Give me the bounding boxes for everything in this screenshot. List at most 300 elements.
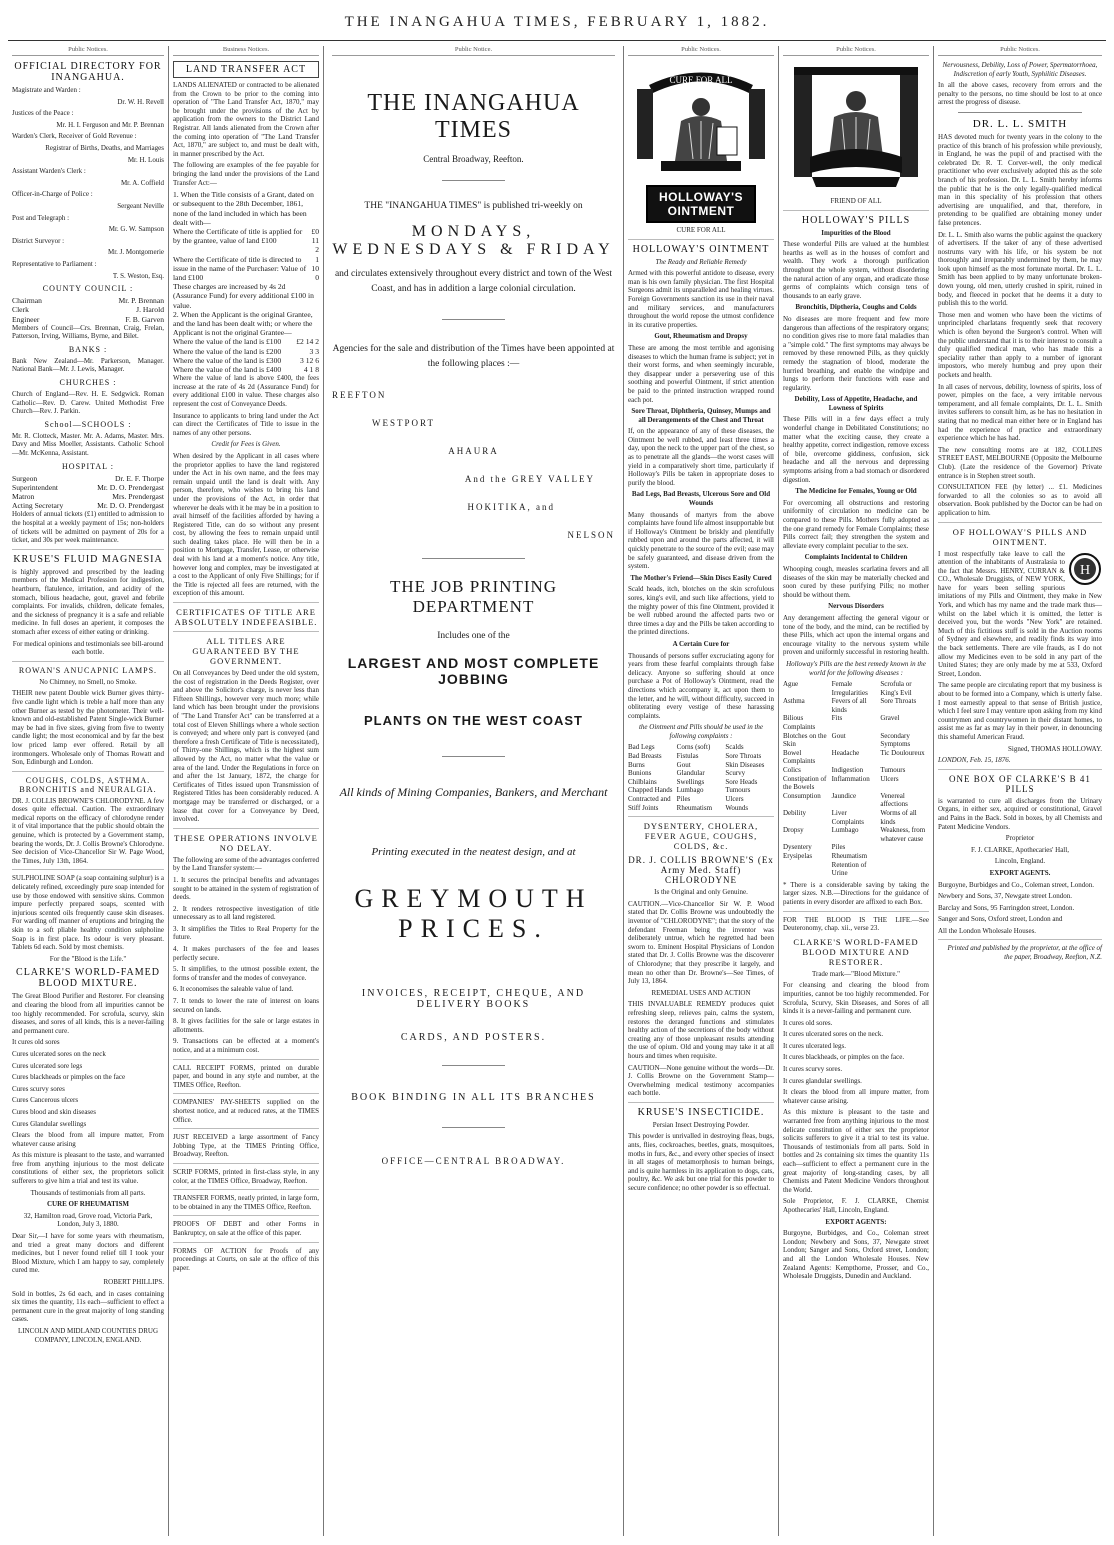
- hospital-row-value: Mrs. Prendergast: [112, 492, 164, 502]
- credit-heading: Credit for Fees is Given.: [211, 440, 281, 449]
- ops-item: 5. It simplifies, to the utmost possible extent, the forms of transfer and the modes of conveyance.: [173, 965, 319, 982]
- hospital-heading: HOSPITAL :: [62, 461, 114, 471]
- dr-smith-fee: CONSULTATION FEE (by letter) ... £1. Medicines forwarded to all the colonies so as to avoid all observation. Book published by the Doctor can be had on application to him.: [938, 483, 1102, 517]
- disease-item: Indigestion: [831, 766, 864, 775]
- dr-smith-text-2: Dr. L. L. Smith also warns the public against the quackery of advertisers. If the taker of any of these advertised nostrums vary with his life, or his system be not thoroughly and irreparably undermined by them, he may look upon himself as the most fortunate mortal. Dr. L. L. Smith has been applied to by many unfortunate broken-down young, old men, utterly crushed in spirit, ruined in body, and fleeced in pocket that he deems it a duty to publish this to the world.: [938, 230, 1102, 308]
- kruse-text: is highly approved and prescribed by the leading members of the Medical Profession for indigestion, heartburn, flatulence, irritation, and acidity of the stomach, bilious headache, gout, gravel and febrile complaints. For invalids, children, delicate females, and the sickness of pregnancy it is a safe and reliable medicine. In full doses an aperient, it composes the stomach after excess of either eating or drinking.: [12, 567, 164, 636]
- caution2-text: CAUTION—None genuine without the words—Dr. J. Collis Browne on the Government Stamp—Overwhelming medical testimony accompanies each bottle.: [628, 1063, 774, 1098]
- export-heading: EXPORT AGENTS:: [825, 1217, 887, 1226]
- guar-text: On all Conveyances by Deed under the old system, the cost of registration in the Deeds Register, over and above the Solicitor's charge, is never less than Fifteen Shillings, however very much more; while land which has been brought under the provisions of "The Land Transfer Act" can be transferred at a total cost of Eleven Shillings where a whole section is conveyed; and where only part is conveyed (and therefore a fresh Certificate of Title is necessitated), of Thirty-one Shillings, which is the highest sum allowed by the Act, no matter what the value or area of the land. Under the Regulations in force on and after the 1st January, 1872, the charge for Certificates of Titles issued upon Transmission of Registered Titles has been considerably reduced. A mortgage may be transferred or discharged, or a lease that cover for a Conveyance by Deed, involved.: [173, 669, 319, 824]
- cure-item: It cures ulcerated sores on the neck.: [783, 1030, 884, 1039]
- fee-row-value: 3 3: [309, 346, 319, 356]
- fee-row: [173, 365, 319, 374]
- divider: [442, 1065, 505, 1066]
- banks-text: Bank New Zealand—Mr. Parkerson, Manager. National Bank—Mr. J. Lewis, Manager.: [12, 356, 164, 374]
- box-heading: ONE BOX OF CLARKE'S B 41 PILLS: [949, 773, 1091, 794]
- complaints-grid: [628, 743, 774, 812]
- column-heading: Public Notices.: [938, 46, 1102, 56]
- ops-item: 6. It economises the saleable value of land.: [173, 985, 294, 994]
- council-row: [12, 296, 164, 305]
- complaint-item: Stiff Joints: [628, 803, 659, 812]
- council-row: [12, 305, 164, 314]
- holloway-banner: HOLLOWAY'S OINTMENT: [646, 185, 756, 223]
- pills-text: These wonderful Pills are valued at the humblest hearths as well as in the houses of comfort and wealth. They work a thorough purification throughout the whole system, without disordering the natural action of any organ, and eradicate those germs of complaints which consign tens of thousands to an early grave.: [783, 240, 929, 300]
- agent-item: All the London Wholesale Houses.: [938, 926, 1037, 935]
- friend-caption: FRIEND OF ALL: [830, 197, 882, 205]
- place-grey-valley: And the GREY VALLEY: [464, 474, 595, 484]
- complaint-item: Skin Diseases: [725, 760, 765, 769]
- divider: [173, 1215, 319, 1216]
- fee-row-label: Where the Certificate of title is applied for by the grantee, value of land £100: [173, 226, 303, 246]
- banks-heading: BANKS :: [68, 344, 108, 354]
- directory-entry: [12, 109, 164, 129]
- job-printing-heading: THE JOB PRINTING DEPARTMENT: [389, 577, 558, 616]
- kruse-insecticide-heading: KRUSE'S INSECTICIDE.: [637, 1106, 765, 1118]
- cure-item: It cures ulcerated legs.: [783, 1041, 846, 1050]
- directory-holder: Mr. H. Louis: [127, 155, 164, 164]
- directory-title: OFFICIAL DIRECTORY FOR INANGAHUA.: [14, 61, 162, 83]
- disease-item: Worms of all kinds: [880, 809, 917, 826]
- disease-item: Tumours: [880, 766, 906, 775]
- disease-item: Secondary Symptoms: [880, 731, 911, 749]
- council-row-label: Clerk: [12, 305, 29, 315]
- complaint-item: Bad Breasts: [628, 752, 662, 761]
- cures-list: [12, 1038, 164, 1148]
- column-heading: Public Notices.: [12, 46, 164, 56]
- disease-item: [880, 861, 929, 878]
- complaint-item: Burns: [628, 760, 645, 769]
- dr-smith-text-3: Those men and women who have been the victims of unprincipled charlatans frequently seek that recovery which is often beyond the Surgeon's control. When will the public understand that it is to their interest to consult a duly qualified medical man, who has made this a speciality rather than apply to a number of ignorant impostors, who merely humbug and prey upon their pockets and health.: [938, 310, 1102, 379]
- place-nelson: NELSON: [567, 530, 615, 540]
- disease-item: Piles: [831, 843, 846, 852]
- publication-days: MONDAYS, WEDNESDAYS & FRIDAY: [332, 223, 615, 258]
- proofs-ad: PROOFS OF DEBT and other Forms in Bankruptcy, on sale at the office of this paper.: [173, 1220, 319, 1237]
- complaint-item: Lumbago: [676, 786, 704, 795]
- directory-office: Justices of the Peace :: [12, 109, 74, 118]
- divider: [628, 816, 774, 817]
- rowans-heading: ROWAN'S ANUCAPNIC LAMPS.: [18, 665, 158, 675]
- divider: [422, 558, 525, 559]
- directory-office: Officer-in-Charge of Police :: [12, 190, 93, 199]
- disease-item: [880, 852, 929, 861]
- rowans-text: THEIR new patent Double wick Burner gives thirty-five candle light which is treble a half more than any other Burner as tested by the photometer. Their well-known and old-established Patent Single-wick Burner may be had in five sizes, giving from five to twenty candle light; the most economical and by far the best low priced lamp ever offered. Retail by all ironmongers. Wholesale only of Thomas Rowatt and Son, Edinburgh and London.: [12, 689, 164, 767]
- complaint-item: Scalds: [725, 743, 744, 752]
- hospital-row-label: Surgeon: [12, 473, 38, 483]
- fees-note: Where the value of land is above £400, the fees increase at the rate of 4s 2d (Assurance Fund) for every additional £100 in value. These charges also represent the cost of Conveyance Deeds.: [173, 374, 319, 408]
- infant-heading: Complaints Incidental to Children: [804, 553, 908, 562]
- column-1: [8, 46, 168, 1536]
- largest-text: LARGEST AND MOST COMPLETE JOBBING: [347, 655, 600, 687]
- sulpholine-text: SULPHOLINE SOAP (a soap containing sulphur) is a delicately refined, exceedingly pure soap intended for use by those endowed with sensitive skins. Common impure perfectly prepared soaps, scented with injurious scented oils frequently cause skin diseases. For warding off manner of eruptions and bringing the skin to a soft pliable healthy condition sulpholine Soap is in first place. Its odour is very pleasant. Tablets 6d each. Sold by most chemists.: [12, 874, 164, 952]
- directory-entry: [12, 237, 164, 257]
- divider: [12, 549, 164, 550]
- cure-item: Cures ulcerated sore legs: [12, 1061, 83, 1070]
- legs-heading: Bad Legs, Bad Breasts, Ulcerous Sore and Old Wounds: [631, 490, 771, 508]
- land-transfer-heading: LAND TRANSFER ACT: [185, 64, 307, 75]
- divider: [173, 828, 319, 829]
- box-place: Lincoln, England.: [994, 857, 1046, 866]
- ops-item: 7. It tends to lower the rate of interest on loans secured on lands.: [173, 997, 319, 1014]
- council-row-value: J. Harold: [136, 305, 164, 315]
- scrip-ad: SCRIP FORMS, printed in first-class style, in any color, at the TIMES Office, Broadway, Reefton.: [173, 1167, 319, 1185]
- complaint-item: Fistulas: [676, 752, 699, 761]
- list-heading: the Ointment and Pills should be used in the following complaints :: [638, 723, 764, 740]
- disease-item: Ague: [783, 680, 799, 689]
- place-reefton: REEFTON: [332, 390, 387, 400]
- council-row: [12, 315, 164, 324]
- ointment-heading: HOLLOWAY'S OINTMENT: [632, 243, 770, 255]
- guar-heading: ALL TITLES ARE GUARANTEED BY THE GOVERNMENT.: [192, 636, 300, 667]
- hospital-row-value: Mr. D. O. Prendergast: [97, 482, 164, 492]
- binding-text: BOOK BINDING IN ALL ITS BRANCHES: [351, 1092, 596, 1103]
- cert-heading: CERTIFICATES OF TITLE ARE ABSOLUTELY INDEFEASIBLE.: [174, 607, 318, 628]
- ops-item: 2. It renders retrospective investigation of title unnecessary as to all land registered.: [173, 904, 319, 922]
- divider: [938, 769, 1102, 770]
- females-heading: The Medicine for Females, Young or Old: [795, 487, 917, 496]
- disease-item: Lumbago: [831, 826, 859, 835]
- cure-item: Cures ulcerated sores on the neck: [12, 1049, 106, 1058]
- pills-heading: HOLLOWAY'S PILLS: [801, 214, 911, 226]
- nervous-heading: Nervous Disorders: [828, 602, 884, 611]
- directory-office: District Surveyor :: [12, 236, 65, 245]
- infant-text: Whooping cough, measles scarlatina fevers and all diseases of the skin may be materially checked and soon cured by these purifying Pills; no mother should be without them.: [783, 564, 929, 599]
- divider: [442, 756, 505, 757]
- kruse-foot: For medical opinions and testimonials see bill-around each bottle.: [12, 639, 164, 657]
- cure-item: Clears the blood from all impure matter, From whatever cause arising: [12, 1131, 164, 1148]
- column-heading: Public Notice.: [332, 46, 615, 56]
- disease-item: Bowel Complaints: [783, 748, 816, 766]
- divider: [173, 1189, 319, 1190]
- fee-row: [173, 282, 319, 310]
- cure-all-text: CURE FOR ALL: [676, 226, 726, 234]
- column-heading: Public Notices.: [628, 46, 774, 56]
- directory-list: [12, 86, 164, 280]
- agencies-text: Agencies for the sale and distribution of the Times have been appointed at the following places :—: [332, 344, 615, 369]
- includes-text: Includes one of the: [437, 631, 510, 641]
- hospital-note: Holders of annual tickets (£1) entitled to admission to the hospital at a weekly payment of 15s; non-holders of tickets will be admitted on payment of 20s for a ticket, and 30s per week maintenance.: [12, 510, 164, 545]
- masthead: THE INANGAHUA TIMES, FEBRUARY 1, 1882.: [344, 14, 770, 30]
- directory-holder: Dr. W. H. Revell: [117, 97, 164, 106]
- column-heading: Business Notices.: [173, 46, 319, 56]
- disease-item: [783, 861, 832, 878]
- hospital-row-label: Superintendent: [12, 482, 58, 492]
- land-text: LANDS ALIENATED or contracted to be alienated from the Crown to be prior to the coming into operation of "The Land Transfer Act, 1870," may be brought under the provisions of the Act by application from the owners to the District Land Registrar. All lands alienated from the Crown after the coming into operation of "The Land Transfer Act, 1870," are subject to, and must be dealt with, in manner prescribed by the Act.: [173, 81, 319, 158]
- directory-entry: [12, 132, 164, 152]
- complaint-item: Wounds: [725, 803, 749, 812]
- holloway-pills-emblem-icon: [786, 61, 926, 193]
- box-text: is warranted to cure all discharges from the Urinary Organs, in either sex, acquired or constitutional, Gravel and Pains in the Back. Sold in boxes, by all Chemists and Patent Medicine Vendors.: [938, 796, 1102, 831]
- office-text: OFFICE—CENTRAL BROADWAY.: [381, 1156, 566, 1166]
- fee-row-label: Where the value of the land is £400: [173, 364, 282, 374]
- hospital-row: [12, 492, 164, 501]
- kruse-insecticide-sub: Persian Insect Destroying Powder.: [652, 1120, 750, 1129]
- disease-item: Bilious Complaints: [783, 714, 816, 732]
- disease-item: Tic Douloureux: [880, 748, 925, 757]
- disease-item: Scrofula or King's Evil: [880, 680, 912, 697]
- dr-smith-address: The new consulting rooms are at 182, COLLINS STREET EAST, MELBOURNE (Opposite the Melbourne Club). (Late the residence of the Governor) Private entrance is in Stephen street south.: [938, 445, 1102, 480]
- bronchitis-heading: Bronchitis, Diptheria, Coughs and Colds: [795, 303, 917, 312]
- hospital-row-label: Matron: [12, 492, 35, 502]
- emblem-top-text: CURE FOR ALL: [669, 75, 733, 85]
- complaint-item: Bad Legs: [628, 743, 655, 752]
- directory-office: Representative to Parliament :: [12, 259, 97, 268]
- dr-smith-heading: DR. L. L. SMITH: [972, 117, 1068, 130]
- fee-row-label: These charges are increased by 4s 2d (Assurance Fund) for every additional £100 in value.: [173, 282, 314, 310]
- newspaper-title: THE INANGAHUA TIMES: [367, 90, 580, 143]
- complaint-item: Scurvy: [725, 769, 746, 778]
- mother-text: Scald heads, itch, blotches on the skin scrofulous sores, king's evil, and such like affections, yield to the mighty power of this fine Ointment, provided it be well rubbed around the affected parts two or three times a day and the Pills be taken according to the printed directions.: [628, 585, 774, 637]
- hospital-row-label: Acting Secretary: [12, 501, 64, 511]
- disease-item: Venereal affections: [880, 791, 908, 809]
- disease-item: Liver Complaints: [831, 809, 864, 826]
- disease-item: Colics: [783, 766, 801, 775]
- disease-item: Gravel: [880, 714, 900, 723]
- invoices-text: INVOICES, RECEIPT, CHEQUE, AND DELIVERY BOOKS: [361, 988, 586, 1010]
- place-ahaura: AHAURA: [448, 446, 499, 456]
- divider: [783, 210, 929, 211]
- received-ad: JUST RECEIVED a large assortment of Fancy Jobbing Type, at the TIMES Printing Office, Broadway, Reefton.: [173, 1133, 319, 1159]
- complaint-item: Rheumatism: [676, 803, 713, 812]
- ops-list: [173, 876, 319, 1055]
- cure-item: Cures blackheads or pimples on the face: [12, 1073, 126, 1082]
- trade-text: For cleansing and clearing the blood from impurities, cannot be too highly recommended. For Scrofula, Scurvy, Skin Diseases, and Sores of all kinds it is a never-failing and permanent cure.: [783, 981, 929, 1016]
- holloway-caution-text: I most respectfully take leave to call the attention of the inhabitants of Australasia to the fact that Messrs. HENRY, CURRAN & CO., Wholesale Druggists, of NEW YORK, have for years been selling spurious imitations of my Pills and Ointment, they make in New York, and which has my name and the trade mark thus— whilst on the label which it is omitted, the letter is deceived you, but the words "New York" are retained. Much of this fictitious stuff is sold in the Auction rooms of Sydney and elsewhere, and readily finds its way into the back settlements. There are vile frauds, as I do not allow my Medicines even to be sold in any part of the United States; they are only made by me at 533, Oxford Street, London.: [938, 549, 1102, 678]
- cure-signature-2: LINCOLN AND MIDLAND COUNTIES DRUG COMPANY, LINCOLN, ENGLAND.: [18, 1326, 158, 1344]
- fee-row: [173, 347, 319, 356]
- hospital-row: [12, 501, 164, 510]
- fee-row-value: £0 11 2: [311, 226, 319, 255]
- directory-office: Magistrate and Warden :: [12, 86, 81, 94]
- divider: [12, 771, 164, 772]
- publication-line: THE "INANGAHUA TIMES" is published tri-weekly on: [364, 201, 583, 211]
- clarke-heading: CLARKE'S WORLD-FAMED BLOOD MIXTURE.: [16, 967, 160, 990]
- disease-item: Erysipelas: [783, 851, 813, 860]
- column-5: [779, 46, 933, 1536]
- fee-row-label: 2. When the Applicant is the original Grantee, and the land has been dealt with; or where the Applicant is not the original Grantee—: [173, 309, 313, 338]
- directory-holder: Mr. G. W. Sampson: [108, 225, 164, 234]
- holloway-caution-heading: OF HOLLOWAY'S PILLS AND OINTMENT.: [952, 526, 1088, 547]
- bronchitis-text: No diseases are more frequent and few more dangerous than affections of the respiratory organs; no condition gives rise to more fatal maladies than a "simple cold." The first symptoms may always be removed by these renowned Pills, as they quickly remedy the stagnation of blood, moderate the hurried breathing, and enable the windpipe and lungs to perform their functions with ease and regularity.: [783, 314, 929, 392]
- complaint-item: Ulcers: [725, 795, 744, 804]
- agent-item: Burgoyne, Burbidges and Co., Coleman street, London.: [938, 880, 1094, 889]
- divider: [173, 631, 319, 632]
- fee-row-label: Where the value of the land is £300: [173, 355, 282, 365]
- column-heading: Public Notices.: [783, 46, 929, 56]
- disease-item: Fevers of all kinds: [831, 697, 867, 714]
- cards-text: CARDS, AND POSTERS.: [400, 1032, 547, 1043]
- directory-holder: Registrar of Births, Deaths, and Marriages: [45, 143, 164, 152]
- cure-note: As this mixture is pleasant to the taste and warranted free from anything injurious to the most delicate constitution of either sex the proprietor solicits sufferers to give it a trial to test its value. Thousands of testimonials from all parts. Sold in bottles and 2s containing six times the quantity 11s each—sufficient to effect a permanent cure in the great majority of long-standing cases, by all Chemists and Patent Medicine Vendors throughout the World.: [783, 1108, 929, 1194]
- council-row-label: Chairman: [12, 296, 42, 306]
- cure-item: It clears the blood from all impure matter, from whatever cause arising.: [783, 1088, 929, 1105]
- directory-holder: Sergeant Neville: [117, 201, 164, 210]
- disease-item: Dropsy: [783, 826, 804, 835]
- best-heading: Holloway's Pills are the best remedy known in the world for the following diseases :: [786, 659, 926, 677]
- best-note: * There is a considerable saving by taking the larger sizes. N.B.—Directions for the guidance of patients in every disorder are affixed to each Box.: [783, 880, 929, 906]
- agent-item: Sanger and Sons, Oxford street, London and: [938, 915, 1063, 924]
- cure-item: Cures blood and skin diseases: [12, 1107, 96, 1116]
- kruse-insecticide-text: This powder is unrivalled in destroying fleas, bugs, ants, flies, cockroaches, beetles, gnats, mosquitoes, moths in furs, &c., and every other species of insect in all stages of metamorphosis to human beings, and is quite harmless in its application to dogs, cats, poultry, &c. We ask but one trial for this powder to secure confidence; no other powder is so effectual.: [628, 1132, 774, 1193]
- legs-text: Many thousands of martyrs from the above complaints have found life almost insupportable but if Holloway's Ointment be briskly and plentifully rubbed upon and around the parts affected, it will quickly penetrate to the source of the evil; ease may be safely guaranteed, and disease driven from the system.: [628, 510, 774, 571]
- disease-item: Asthma: [783, 697, 805, 706]
- complaint-item: Tumours: [725, 786, 751, 795]
- divider: [938, 522, 1102, 523]
- disease-item: Jaundice: [831, 791, 857, 800]
- mother-heading: The Mother's Friend—Skin Discs Easily Cured: [630, 573, 772, 582]
- directory-holder: Mr. J. Montgomerie: [108, 248, 164, 257]
- directory-entry: [12, 167, 164, 187]
- divider: [783, 911, 929, 912]
- disease-item: Sore Throats: [880, 697, 917, 706]
- disease-item: Constipation of the Bowels: [783, 774, 827, 792]
- newspaper-address: Central Broadway, Reefton.: [423, 154, 524, 164]
- svg-text:H: H: [1079, 562, 1091, 578]
- divider: [442, 319, 505, 320]
- hospital-row: [12, 474, 164, 483]
- fees-intro: The following are examples of the fee payable for bringing the land under the provisions of the Land Transfer Act:—: [173, 161, 319, 187]
- holloway-emblem-icon: [631, 61, 771, 181]
- dysentery-heading: DYSENTERY, CHOLERA, FEVER AGUE, COUGHS, COLDS, &c.: [643, 821, 759, 852]
- divider: [628, 1102, 774, 1103]
- circulation-text: and circulates extensively throughout every district and town of the West Coast, and has in addition a large colonial circulation.: [334, 269, 613, 294]
- complaint-item: Sore Heads: [725, 777, 758, 786]
- box-name: F. J. CLARKE, Apothecaries' Hall,: [971, 845, 1069, 854]
- council-heading: COUNTY COUNCIL :: [42, 284, 134, 294]
- schools-text: Mr. R. Clotteck, Master. Mr. A. Adams, Master. Mrs. Davy and Miss Moeller, Assistants. Catholic School—Mr. McKenna, Assistant.: [12, 431, 164, 458]
- receipt-ad: CALL RECEIPT FORMS, printed on durable paper, and bound in any style and number, at the TIMES Office, Reefton.: [173, 1063, 319, 1089]
- place-hokitika: HOKITIKA, and: [467, 502, 555, 512]
- complaint-item: Glandular: [676, 769, 705, 778]
- council-row-label: Engineer: [12, 314, 40, 324]
- executed-text: Printing executed in the neatest design, and at: [371, 846, 576, 858]
- divider: [173, 1059, 319, 1060]
- cure-item: Cures Glandular swellings: [12, 1119, 87, 1128]
- holloway-caution-block: [938, 550, 1102, 679]
- rowans-sub: No Chimney, no Smell, no Smoke.: [39, 677, 137, 686]
- directory-entry: [12, 190, 164, 210]
- disease-item: Dysentery: [783, 843, 812, 852]
- disease-item: Fits: [831, 714, 843, 723]
- ops-item: 4. It makes purchasers of the fee and leases perfectly secure.: [173, 945, 319, 962]
- disease-item: Inflammation: [831, 774, 870, 783]
- divider: [12, 869, 164, 870]
- nervous-intro: Nervousness, Debility, Loss of Power, Spermatorrhoea, Indiscretion of early Youth, Syphilitic Diseases.: [942, 61, 1098, 78]
- clarke-more: As this mixture is pleasant to the taste, and warranted free from anything injurious to the most delicate constitutions of either sex, the proprietors solicit sufferers to give him a trial and test its value.: [12, 1151, 164, 1186]
- cure-heading: CURE OF RHEUMATISM: [46, 1200, 130, 1209]
- disease-item: Female Irregularities: [831, 680, 868, 697]
- clarke-restorer-heading: CLARKE'S WORLD-FAMED BLOOD MIXTURE AND RESTORER.: [793, 936, 919, 967]
- place-westport: WESTPORT: [372, 418, 435, 428]
- cure-item: It cures old sores.: [783, 1018, 833, 1027]
- complaint-item: Swellings: [676, 777, 705, 786]
- directory-holder: Mr. H. I. Ferguson and Mr. P. Brennan: [56, 120, 164, 129]
- divider: [938, 939, 1102, 940]
- fee-row-label: Where the value of the land is £100: [173, 337, 282, 347]
- directory-holder: Mr. A. Coffield: [120, 178, 164, 187]
- nervous-text: Any derangement affecting the general vigour or tone of the body, and the mind, can be rectified by these Pills, which act upon the internal organs and encourage vitality to the nervous system while proven and uniformly successful in restoring health.: [783, 613, 929, 657]
- council-row-value: F. B. Garven: [125, 314, 164, 324]
- ops-item: 1. It secures the principal benefits and advantages sought to be attained in the system of registration of deeds.: [173, 875, 319, 902]
- fee-row: [173, 227, 319, 255]
- disease-item: Rheumatism: [831, 851, 868, 860]
- cure-item: It cures scurvy sores.: [783, 1065, 843, 1074]
- complaint-item: Chilblains: [628, 777, 657, 786]
- agent-item: Barclay and Sons, 95 Farringdon street, London.: [938, 903, 1075, 912]
- disease-item: Debility: [783, 809, 806, 817]
- transfer-ad: TRANSFER FORMS, neatly printed, in large form, to be obtained in any the TIMES Office, Reefton.: [173, 1194, 319, 1211]
- holloway-date: LONDON, Feb. 15, 1876.: [938, 756, 1011, 765]
- proprietor-text: Sole Proprietor, F. J. CLARKE, Chemist Apothecaries' Hall, Lincoln, England.: [783, 1197, 929, 1214]
- divider: [628, 239, 774, 240]
- plants-text: PLANTS ON THE WEST COAST: [364, 713, 583, 728]
- directory-entry: [12, 156, 164, 165]
- schools-heading: School—SCHOOLS :: [44, 419, 132, 429]
- complaint-item: Sore Throats: [725, 752, 762, 761]
- churches-heading: CHURCHES :: [59, 378, 117, 388]
- fees-table: [173, 190, 319, 374]
- prices-text: GREYMOUTH PRICES.: [354, 884, 593, 943]
- center-column: [324, 46, 623, 1536]
- disease-item: Headache: [831, 748, 860, 757]
- complaint-item: Gout: [676, 760, 691, 769]
- insurance-text: Insurance to applicants to bring land under the Act can direct the Certificates of Title to issue in the names of any other persons.: [173, 411, 319, 437]
- churches-text: Church of England—Rev. H. E. Sedgwick. Roman Catholic—Rev. D. Carew. United Methodist Free Church—Rev. J. Parkin.: [12, 390, 164, 416]
- diseases-grid: [783, 680, 929, 878]
- life-heading: FOR THE BLOOD IS THE LIFE.—See Deuteronomy, chap. xii., verse 23.: [783, 915, 929, 933]
- complaint-item: Contracted and: [628, 795, 671, 804]
- collis-heading: DR. J. COLLIS BROWNE'S (Ex Army Med. Staff) CHLORODYNE: [628, 855, 774, 886]
- cure-item: It cures glandular swellings.: [783, 1076, 862, 1085]
- kruse-heading: KRUSE'S FLUID MAGNESIA: [13, 553, 163, 565]
- fee-row-value: 3 12 6: [300, 355, 319, 365]
- directory-office: Warden's Clerk, Receiver of Gold Revenue :: [12, 132, 137, 141]
- column-2: [169, 46, 323, 1536]
- sore-heading: Sore Throat, Diphtheria, Quinsey, Mumps and all Derangements of the Chest and Throat: [631, 407, 771, 424]
- coughs-heading: COUGHS, COLDS, ASTHMA. BRONCHITIS and NEURALGIA.: [19, 775, 157, 794]
- hospital-list: [12, 474, 164, 511]
- ops-intro: The following are some of the advantages conferred by the Land Transfer system:—: [173, 855, 319, 873]
- fee-row-label: 1. When the Title consists of a Grant, dated on or subsequent to the 28th December, 1861, none of the land included in which has been dealt with—: [173, 190, 314, 227]
- printed-by: Printed and published by the proprietor, at the office of the paper, Broadway, Reefton, N.Z.: [947, 944, 1102, 962]
- invaluable-text: THIS INVALUABLE REMEDY produces quiet refreshing sleep, relieves pain, calms the system, restores the deranged functions and stimulates healthy action of the secretions of the body without creating any of those unpleasant results attending the use of opium. Old and young may take it at all hours and times when requisite.: [628, 1000, 774, 1060]
- agents-heading: EXPORT AGENTS.: [989, 868, 1051, 877]
- box-proprietor: Proprietor: [1005, 834, 1035, 843]
- collis-original: Is the Original and only Genuine.: [654, 888, 748, 897]
- complaint-item: Corns (soft): [676, 743, 711, 752]
- paysheets-ad: COMPANIES' PAY-SHEETS supplied on the shortest notice, and at reduced rates, at the TIMES Office.: [173, 1098, 319, 1124]
- council-list: [12, 296, 164, 324]
- agent-item: Newbery and Sons, 37, Newgate street London.: [938, 892, 1072, 901]
- ops-item: 3. It simplifies the Titles to Real Property for the future.: [173, 924, 319, 942]
- ops-heading: THESE OPERATIONS INVOLVE NO DELAY.: [174, 832, 318, 853]
- disease-item: Retention of Urine: [831, 860, 867, 878]
- cures-list: [783, 1019, 929, 1106]
- divider: [173, 1242, 319, 1243]
- sore-text: If, on the appearance of any of these diseases, the Ointment be well rubbed, and least three times a day, upon the neck to the upper part of the chest, so as to penetrate all the glands—the worst cases will yield in a comparatively short time, particularly if Holloway's Pills be taken in appropriate doses to purify the blood.: [628, 427, 774, 487]
- directory-holder: T. S. Weston, Esq.: [112, 271, 164, 280]
- females-text: For overcoming all obstructions and restoring uniformity of circulation no medicine can be compared to these Pills. Mothers fully adopted as the one grand remedy for Female Complaints; these Pills correct fail; they strengthen the system and alleviate every complaint peculiar to the sex.: [783, 498, 929, 550]
- council-row-value: Mr. P. Brennan: [118, 296, 164, 306]
- testimonial-heading: Thousands of testimonials from all parts.: [30, 1188, 146, 1197]
- disease-item: Weakness, from whatever cause: [880, 826, 926, 843]
- dr-smith-text: HAS devoted much for twenty years in the colony to the practice of this branch of his profession while previously, in England, he was the pupil of and practised with the celebrated Dr. R. T. Corver-well, the only medical practitioner who ever exclusively adopted this as the sole branch of his profession. Dr. L. L. Smith hereby informs the public that he is the only legally-qualified medical man in this speciality of his profession that others advertising are unqualified, and that, therefore, in pretending to be qualified are obtaining money under false pretences.: [938, 132, 1102, 227]
- cure-item: It cures old sores: [12, 1038, 60, 1047]
- ointment-text: Armed with this powerful antidote to disease, every man is his own family physician. The first Hospital Surgeons admit its unparalleled and healing virtues. Foreign Governments sanction its use in their naval and military services, and manufacturers throughout the world repose the utmost confidence in its curative properties.: [628, 269, 774, 329]
- debility-text: These Pills will in a few days effect a truly wonderful change in Debilitated Constitutions; no matter what the exciting cause, they create a healthy appetite, correct indigestion, remove excess of bile, overcome giddiness, confusion, sick headache and all the nervous and depressing symptoms arising from a bad stomach or disordered digestion.: [783, 415, 929, 484]
- ops-item: 8. It gives facilities for the sale or large estates in allotments.: [173, 1017, 319, 1034]
- cure-item: Cures Cancerous ulcers: [12, 1096, 79, 1105]
- directory-office: Post and Telegraph :: [12, 213, 70, 222]
